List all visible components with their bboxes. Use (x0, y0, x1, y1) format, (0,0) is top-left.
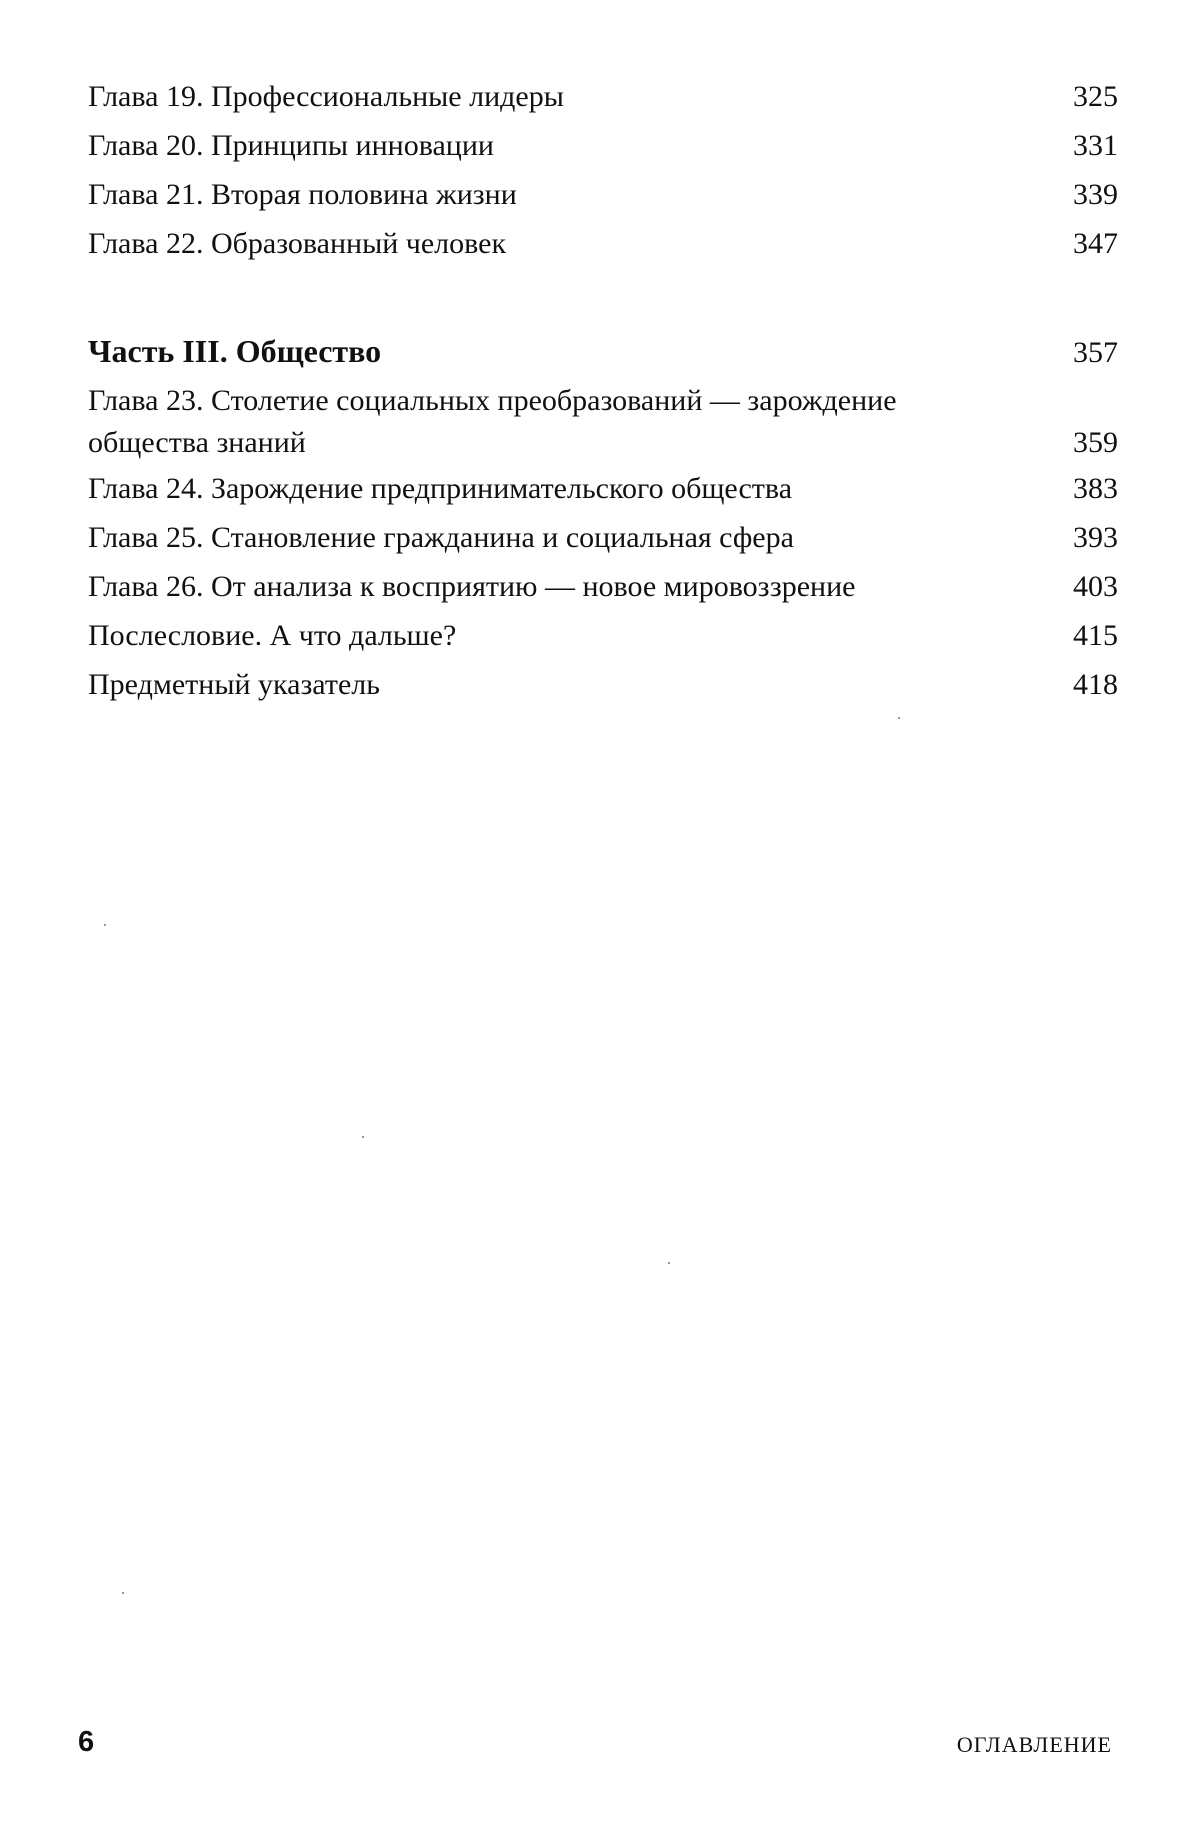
scan-speck (362, 1136, 364, 1138)
toc-entry-page: 331 (1073, 129, 1118, 162)
toc-entry-chapter-26[interactable] (88, 562, 1118, 611)
toc-entry-title: Послесловие. А что дальше? (88, 619, 457, 652)
toc-entry-page: 393 (1073, 521, 1118, 554)
toc-entry-chapter-22[interactable] (88, 219, 1118, 268)
page-number: 6 (78, 1726, 95, 1758)
toc-entry-page: 403 (1073, 570, 1118, 603)
scan-speck (104, 924, 106, 926)
part-page: 357 (1073, 336, 1118, 369)
toc-entry-title: Глава 22. Образованный человек (88, 227, 507, 260)
scan-speck (898, 717, 900, 719)
toc-entry-index[interactable] (88, 660, 1118, 709)
part-title: Часть III. Общество (88, 333, 382, 369)
toc-entry-page: 418 (1073, 668, 1118, 701)
toc-entry-page: 359 (1073, 426, 1118, 459)
toc-entry-page: 415 (1073, 619, 1118, 652)
scan-speck (122, 1592, 124, 1594)
toc-entry-chapter-20[interactable] (88, 121, 1118, 170)
toc-entry-page: 383 (1073, 472, 1118, 505)
toc-entry-chapter-24[interactable] (88, 464, 1118, 513)
scan-speck (668, 1262, 670, 1264)
toc-entry-chapter-25[interactable] (88, 513, 1118, 562)
toc-entry-title: Глава 19. Профессиональные лидеры (88, 80, 564, 113)
toc-entry-title: Глава 21. Вторая половина жизни (88, 178, 517, 211)
running-head: ОГЛАВЛЕНИЕ (956, 1732, 1112, 1757)
toc-part-heading[interactable] (88, 320, 1118, 370)
toc-entry-page: 347 (1073, 227, 1118, 260)
toc-entry-title: Глава 20. Принципы инновации (88, 129, 494, 162)
toc-entry-chapter-23[interactable] (88, 380, 1118, 464)
toc-entry-chapter-21[interactable] (88, 170, 1118, 219)
toc-entry-title: Глава 25. Становление гражданина и социальная сфера (88, 521, 794, 554)
table-of-contents (88, 72, 1118, 709)
toc-entry-title: Глава 24. Зарождение предпринимательского общества (88, 472, 793, 505)
toc-entry-afterword[interactable] (88, 611, 1118, 660)
toc-entry-page: 339 (1073, 178, 1118, 211)
toc-entry-page: 325 (1073, 80, 1118, 113)
toc-entry-title: Предметный указатель (88, 668, 380, 701)
toc-entry-chapter-19[interactable] (88, 72, 1118, 121)
toc-entry-title: Глава 23. Столетие социальных преобразований — зарождение общества знаний (88, 384, 897, 459)
toc-entry-title: Глава 26. От анализа к восприятию — новое мировоззрение (88, 570, 856, 603)
